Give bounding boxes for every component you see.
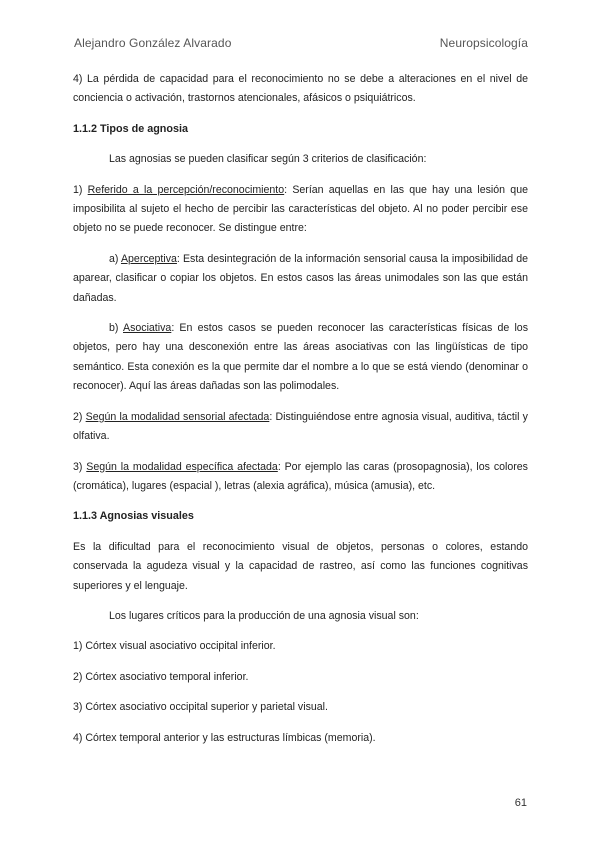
subtype-a-text: : Esta desintegración de la información sensorial causa la imposibilidad de aparear, clasificar o copiar los objetos. En estos casos las áreas unimodales son las que están dañadas. — [73, 252, 528, 304]
subtype-b-prefix: b) — [109, 322, 124, 335]
subtype-a-paragraph — [73, 250, 528, 308]
list-item: 1) Córtex visual asociativo occipital inferior. — [73, 640, 276, 653]
page-body — [73, 70, 528, 748]
list-item: 4) Córtex temporal anterior y las estructuras límbicas (memoria). — [73, 731, 376, 744]
criterion-1-prefix: 1) — [73, 183, 88, 196]
criterion-3-prefix: 3) — [73, 460, 87, 473]
criterion-2-prefix: 2) — [73, 410, 86, 423]
subtype-a-prefix: a) — [109, 252, 121, 265]
list-item: 2) Córtex asociativo temporal inferior. — [73, 670, 249, 683]
criterion-2-text: : Distinguiéndose entre agnosia visual, auditiva, táctil y olfativa. — [73, 410, 528, 443]
criterion-2-term: Según la modalidad sensorial afectada — [85, 410, 270, 423]
criterion-1-paragraph — [73, 181, 528, 239]
definition-paragraph: Es la dificultad para el reconocimiento visual de objetos, personas o colores, estando conservada la agudeza visual y la capacidad de rastreo, así como las funciones cognitivas superiores y el lenguaje. — [73, 540, 528, 592]
criterion-4-paragraph: 4) La pérdida de capacidad para el reconocimiento no se debe a alteraciones en el nivel de conciencia o activación, trastornos atencionales, afásicos o psiquiátricos. — [73, 73, 528, 105]
criterion-1-term: Referido a la percepción/reconocimiento — [87, 183, 285, 196]
criterion-3-text: : Por ejemplo las caras (prosopagnosia), los colores (cromática), lugares (espacial ), letras (alexia agráfica), música (amusia), etc. — [73, 460, 528, 492]
subtype-b-paragraph — [73, 319, 528, 397]
header-author: Alejandro González Alvarado — [74, 36, 232, 50]
criterion-3-paragraph — [73, 458, 528, 497]
page-number: 61 — [514, 797, 527, 809]
section-heading-tipos: 1.1.2 Tipos de agnosia — [73, 122, 189, 135]
subtype-a-term: Aperceptiva — [120, 252, 177, 265]
critical-places-text: Los lugares críticos para la producción de una agnosia visual son: — [109, 609, 419, 622]
subtype-b-term: Asociativa — [123, 322, 172, 335]
section-heading-agnosias-visuales: 1.1.3 Agnosias visuales — [73, 510, 194, 523]
header-subject: Neuropsicología — [439, 36, 528, 50]
intro-paragraph — [73, 150, 528, 169]
criterion-3-term: Según la modalidad específica afectada — [86, 460, 278, 473]
critical-places-paragraph — [73, 607, 528, 626]
subtype-b-text: : En estos casos se pueden reconocer las características físicas de los objetos, pero hay una desconexión entre las áreas asociativas con las lingüísticas de tipo semántico. Esta conexión es la que permite dar el nombre a lo que se está viendo (denominar o reconocer). Aquí las áreas dañadas son las polimodales. — [73, 322, 528, 393]
criterion-1-text: : Serían aquellas en las que hay una lesión que imposibilita al sujeto el hecho de percibir las características del objeto. Al no poder percibir ese objeto no se puede reconocer. Se distingue entre: — [73, 183, 528, 235]
list-item: 3) Córtex asociativo occipital superior y parietal visual. — [73, 701, 328, 714]
criterion-2-paragraph — [73, 408, 528, 447]
page-header — [74, 36, 528, 50]
intro-text: Las agnosias se pueden clasificar según 3 criterios de clasificación: — [109, 153, 427, 166]
